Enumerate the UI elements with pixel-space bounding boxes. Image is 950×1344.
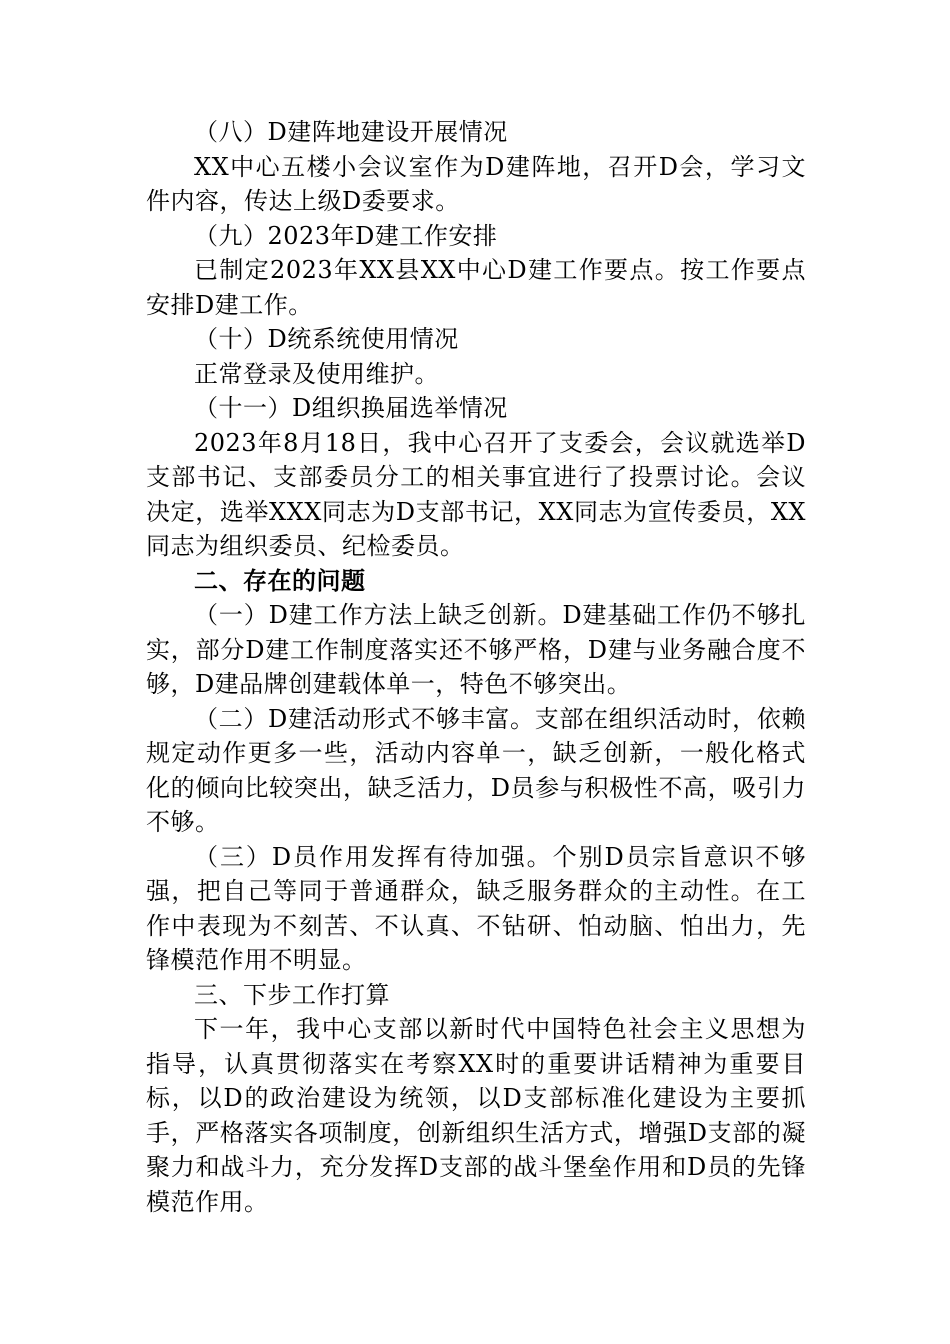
chapter-heading-next-steps: 三、下步工作打算	[194, 980, 390, 1009]
problem-paragraph-2: （二）D建活动形式不够丰富。支部在组织活动时，依赖规定动作更多一些，活动内容单一，缺乏创新，一般化格式化的倾向比较突出，缺乏活力，D员参与积极性不高，吸引力不够。	[146, 704, 806, 836]
paragraph-8: XX中心五楼小会议室作为D建阵地，召开D会，学习文件内容，传达上级D委要求。	[146, 152, 806, 215]
paragraph-10: 正常登录及使用维护。	[194, 359, 439, 388]
paragraph-11: 2023年8月18日，我中心召开了支委会，会议就选举D支部书记、支部委员分工的相关事宜进行了投票讨论。会议决定，选举XXX同志为D支部书记，XX同志为宣传委员，XX同志为组织委员、纪检委员。	[146, 428, 806, 560]
section-heading-8: （八）D建阵地建设开展情况	[194, 118, 508, 146]
section-heading-11: （十一）D组织换届选举情况	[194, 394, 508, 422]
section-heading-9: （九）2023年D建工作安排	[194, 221, 498, 250]
paragraph-9: 已制定2023年XX县XX中心D建工作要点。按工作要点安排D建工作。	[146, 256, 806, 319]
problem-paragraph-1: （一）D建工作方法上缺乏创新。D建基础工作仍不够扎实，部分D建工作制度落实还不够严格，D建与业务融合度不够，D建品牌创建载体单一，特色不够突出。	[146, 601, 806, 698]
problem-paragraph-3: （三）D员作用发挥有待加强。个别D员宗旨意识不够强，把自己等同于普通群众，缺乏服务群众的主动性。在工作中表现为不刻苦、不认真、不钻研、怕动脑、怕出力，先锋模范作用不明显。	[146, 842, 806, 974]
document-body	[146, 115, 806, 1219]
chapter-heading-problems: 二、存在的问题	[194, 566, 366, 595]
section-heading-10: （十）D统系统使用情况	[194, 325, 459, 353]
next-steps-paragraph: 下一年，我中心支部以新时代中国特色社会主义思想为指导，认真贯彻落实在考察XX时的重要讲话精神为重要目标，以D的政治建设为统领，以D支部标准化建设为主要抓手，严格落实各项制度，创新组织生活方式，增强D支部的凝聚力和战斗力，充分发挥D支部的战斗堡垒作用和D员的先锋模范作用。	[146, 1015, 806, 1216]
